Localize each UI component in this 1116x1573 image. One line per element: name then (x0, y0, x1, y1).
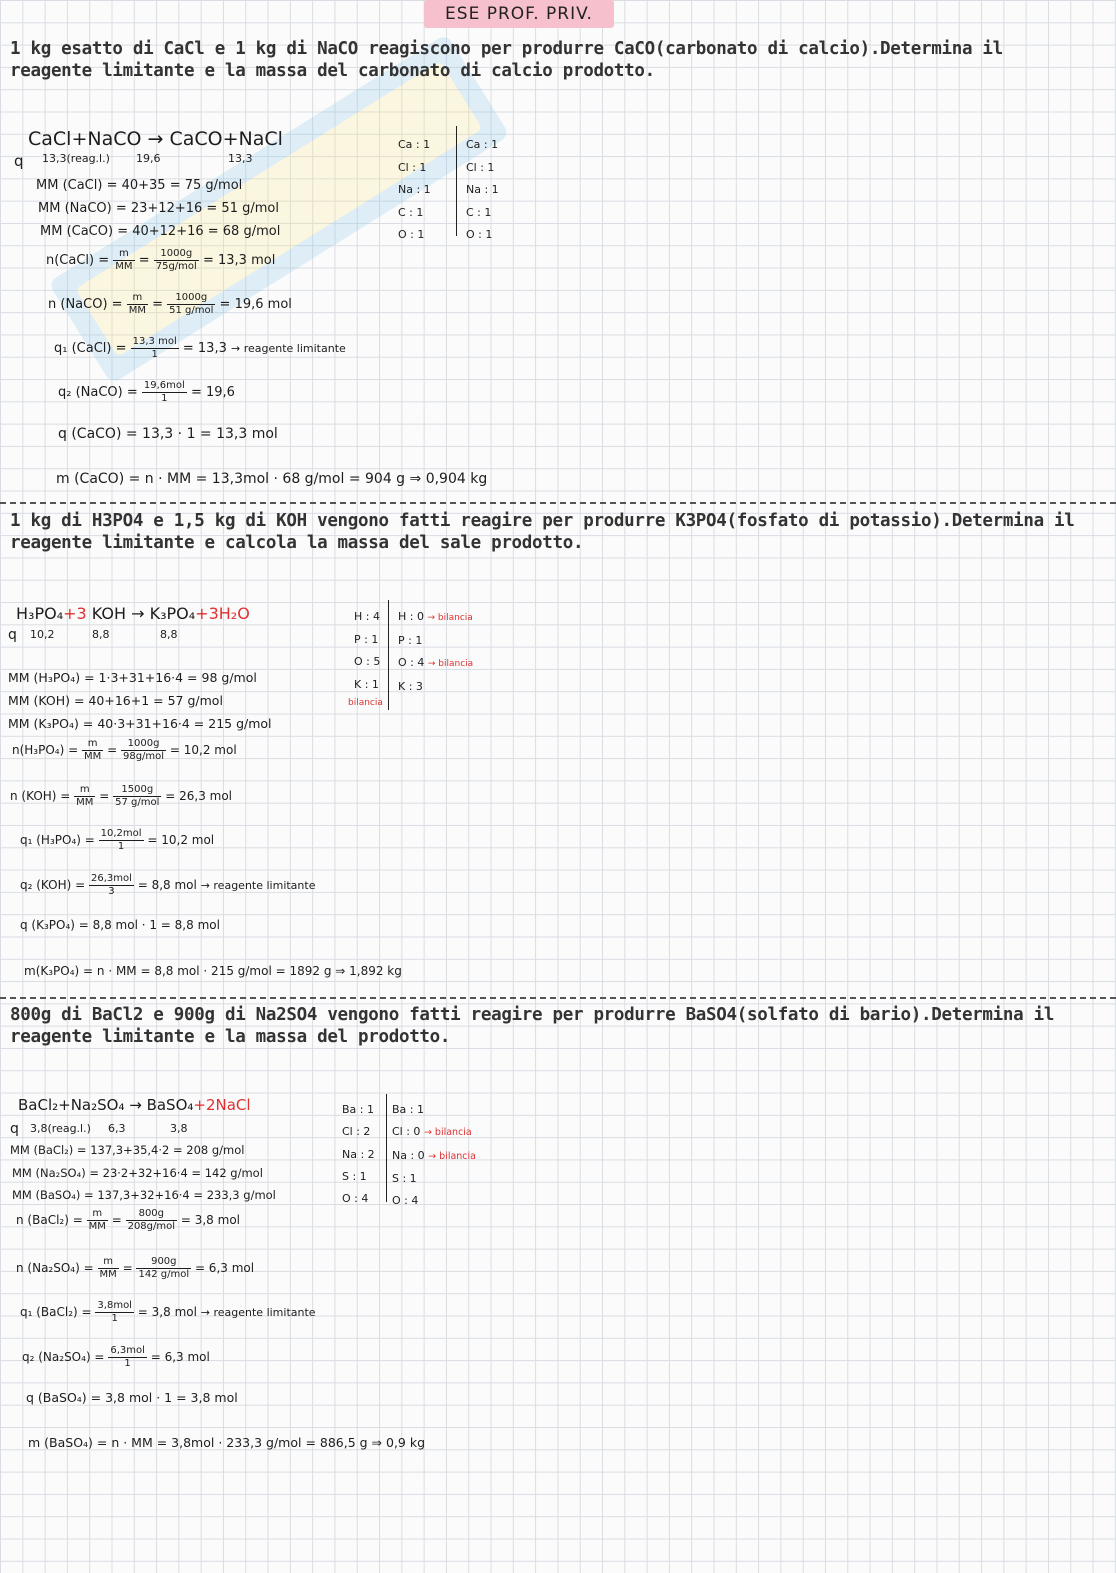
ex2-equation: H₃PO₄+3 KOH → K₃PO₄+3H₂O (16, 604, 250, 623)
ex2-q-label: q (8, 627, 17, 643)
ex2-mm-koh: MM (KOH) = 40+16+1 = 57 g/mol (8, 693, 223, 708)
ex3-balance-divider (386, 1094, 387, 1202)
ex3-q-label: q (10, 1121, 19, 1137)
ex1-equation-rhs: CaCO+NaCl (169, 128, 283, 150)
ex1-equation-lhs: CaCl+NaCO (28, 128, 142, 150)
ex1-q-caco: q (CaCO) = 13,3 · 1 = 13,3 mol (58, 426, 278, 442)
ex1-balance-left: Ca : 1 Cl : 1 Na : 1 C : 1 O : 1 (398, 138, 431, 241)
ex1-mm-caco: MM (CaCO) = 40+12+16 = 68 g/mol (40, 224, 281, 239)
ex1-mm-naco: MM (NaCO) = 23+12+16 = 51 g/mol (38, 201, 279, 216)
ex1-moles-cacl: n(CaCl) = $\frac{m}{MM}$ = $\frac{1000g}{\text{75g/mol}}$ = 13,3 mol (46, 248, 276, 272)
ex2-mm-k3po4: MM (K₃PO₄) = 40·3+31+16·4 = 215 g/mol (8, 716, 272, 731)
ex2-q2: 8,8 (92, 628, 110, 641)
ex1-moles-naco: n (NaCO) = $\frac{m}{MM}$ = $\frac{1000g}{\text{51 g/mol}}$ = 19,6 mol (48, 292, 292, 316)
section-divider-2 (0, 997, 1116, 999)
ex2-q1-h3po4: q₁ (H₃PO₄) = $\frac{\text{10,2mol}}{1}$ = 10,2 mol (20, 828, 215, 852)
ex1-equation (28, 128, 283, 150)
section-divider-1 (0, 502, 1116, 504)
ex1-balance-divider (456, 126, 457, 236)
ex1-mm-cacl: MM (CaCl) = 40+35 = 75 g/mol (36, 178, 243, 193)
ex3-equation: BaCl₂+Na₂SO₄ → BaSO₄+2NaCl (18, 1096, 251, 1114)
ex3-q1-bacl2: q₁ (BaCl₂) = $\frac{\text{3,8mol}}{1}$ = 3,8 mol → reagente limitante (20, 1300, 316, 1324)
ex1-q2-naco: q₂ (NaCO) = $\frac{\text{19,6mol}}{1}$ = 19,6 (58, 380, 235, 404)
ex3-q2-na2so4: q₂ (Na₂SO₄) = $\frac{\text{6,3mol}}{1}$ = 6,3 mol (22, 1345, 210, 1369)
ex3-moles-na2so4: n (Na₂SO₄) = $\frac{m}{MM}$ = $\frac{900g}{\text{142 g/mol}}$ = 6,3 mol (16, 1256, 255, 1280)
ex2-mm-h3po4: MM (H₃PO₄) = 1·3+31+16·4 = 98 g/mol (8, 670, 257, 685)
ex1-arrow: → (141, 128, 170, 150)
ex1-q3: 13,3 (228, 152, 253, 165)
ex2-mass-k3po4: m(K₃PO₄) = n · MM = 8,8 mol · 215 g/mol = 1892 g ⇒ 1,892 kg (24, 964, 402, 978)
ex1-q1-cacl: q₁ (CaCl) = $\frac{\text{13,3 mol}}{1}$ = 13,3 → reagente limitante (54, 336, 346, 360)
exercise-2-question: 1 kg di H3PO4 e 1,5 kg di KOH vengono fatti reagire per produrre K3PO4(fosfato di potassio).Determina il reagente limitante e calcola la massa del sale prodotto. (10, 511, 1075, 553)
ex2-moles-koh: n (KOH) = $\frac{m}{MM}$ = $\frac{1500g}{\text{57 g/mol}}$ = 26,3 mol (10, 784, 233, 808)
ex3-balance-right: Ba : 1 Cl : 0 → bilancia Na : 0 → bilancia S : 1 O : 4 (392, 1103, 476, 1208)
ex1-q-label: q (14, 152, 24, 170)
ex3-mass-baso4: m (BaSO₄) = n · MM = 3,8mol · 233,3 g/mol = 886,5 g ⇒ 0,9 kg (28, 1435, 426, 1450)
ex3-mm-bacl2: MM (BaCl₂) = 137,3+35,4·2 = 208 g/mol (10, 1143, 245, 1157)
ex1-q1: 13,3(reag.l.) (42, 152, 110, 165)
ex3-q-baso4: q (BaSO₄) = 3,8 mol · 1 = 3,8 mol (26, 1390, 238, 1405)
ex3-q2: 6,3 (108, 1122, 126, 1135)
ex2-q3: 8,8 (160, 628, 178, 641)
page-title-badge: ESE PROF. PRIV. (424, 0, 614, 28)
ex3-moles-bacl2: n (BaCl₂) = $\frac{m}{MM}$ = $\frac{800g}{\text{208g/mol}}$ = 3,8 mol (16, 1208, 240, 1232)
ex2-balance-right: H : 0 → bilancia P : 1 O : 4 → bilancia K : 3 (398, 610, 474, 693)
ex3-mm-na2so4: MM (Na₂SO₄) = 23·2+32+16·4 = 142 g/mol (12, 1166, 263, 1180)
ex2-moles-h3po4: n(H₃PO₄) = $\frac{m}{MM}$ = $\frac{1000g}{\text{98g/mol}}$ = 10,2 mol (12, 738, 237, 762)
ex2-q2-koh: q₂ (KOH) = $\frac{\text{26,3mol}}{3}$ = 8,8 mol → reagente limitante (20, 873, 316, 897)
exercise-3-question: 800g di BaCl2 e 900g di Na2SO4 vengono fatti reagire per produrre BaSO4(solfato di bario).Determina il reagente limitante e la massa del prodotto. (10, 1005, 1055, 1047)
ex1-balance-right: Ca : 1 Cl : 1 Na : 1 C : 1 O : 1 (466, 138, 499, 241)
ex3-q3: 3,8 (170, 1122, 188, 1135)
ex3-q1: 3,8(reag.l.) (30, 1122, 91, 1135)
ex1-q2: 19,6 (136, 152, 161, 165)
ex2-balance-divider (388, 600, 389, 710)
exercise-1-question: 1 kg esatto di CaCl e 1 kg di NaCO reagiscono per produrre CaCO(carbonato di calcio).Determina il reagente limitante e la massa del carbonato di calcio prodotto. (10, 39, 1003, 81)
ex3-balance-left: Ba : 1 Cl : 2 Na : 2 S : 1 O : 4 (342, 1103, 375, 1206)
ex3-mm-baso4: MM (BaSO₄) = 137,3+32+16·4 = 233,3 g/mol (12, 1188, 276, 1202)
ex1-mass-caco: m (CaCO) = n · MM = 13,3mol · 68 g/mol = 904 g ⇒ 0,904 kg (56, 471, 488, 487)
ex2-balance-left: H : 4 P : 1 O : 5 K : 1 (354, 610, 381, 691)
ex2-q-k3po4: q (K₃PO₄) = 8,8 mol · 1 = 8,8 mol (20, 918, 220, 932)
ex2-q1: 10,2 (30, 628, 55, 641)
ex2-balance-note-k: bilancia (348, 698, 383, 708)
